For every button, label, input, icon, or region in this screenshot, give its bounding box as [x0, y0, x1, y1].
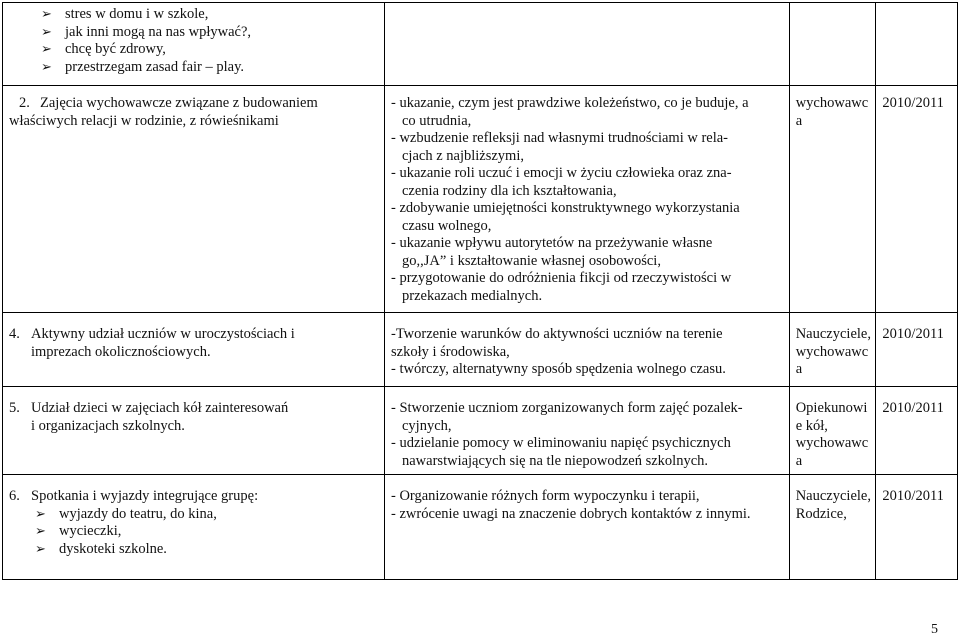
row6-term: 2010/2011: [876, 475, 958, 580]
arrow-bullet-icon: ➢: [35, 506, 46, 522]
table-row: [3, 387, 958, 475]
arrow-bullet-icon: ➢: [41, 7, 52, 22]
list-item: ➢ stres w domu i w szkole,: [41, 6, 209, 22]
arrow-bullet-icon: ➢: [41, 24, 52, 40]
plan-table: [2, 2, 958, 580]
row2-description: - ukazanie, czym jest prawdziwe koleżeństwo, co je buduje, a co utrudnia, - wzbudzenie refleksji nad własnymi trudnościami w rela- cjach z najbliższymi, - ukazanie roli uczuć i emocji w życiu człowieka oraz zna- czenia rodziny dla ich kształtowania, - zdobywanie umiejętności konstruktywnego wykorzystania czasu wolnego, - ukazanie wpływu autorytetów na przeżywanie własne go,,JA” i kształtowanie własnej osobowości, - przygotowanie do odróżnienia fikcji od rzeczywistości w przekazach medialnych.: [385, 86, 790, 313]
row5-description: - Stworzenie uczniom zorganizowanych form zajęć pozalek- cyjnych, - udzielanie pomocy w eliminowaniu napięć psychicznych nawarstwiających się na tle niepowodzeń szkolnych.: [385, 387, 790, 475]
row4-term: 2010/2011: [876, 313, 958, 387]
list-item: ➢ wycieczki,: [35, 523, 122, 539]
row2-title: 2. Zajęcia wychowawcze związane z budowaniem właściwych relacji w rodzinie, z rówieśnikami: [3, 86, 385, 313]
list-item: ➢ dyskoteki szkolne.: [35, 540, 167, 557]
row2-responsible: wychowawc a: [789, 86, 876, 313]
table-row: [3, 313, 958, 387]
arrow-bullet-icon: ➢: [35, 541, 46, 557]
row4-description: -Tworzenie warunków do aktywności uczniów na terenie szkoły i środowiska, - twórczy, alternatywny sposób spędzenia wolnego czasu.: [385, 313, 790, 387]
arrow-bullet-icon: ➢: [41, 42, 52, 57]
arrow-bullet-icon: ➢: [41, 59, 52, 75]
row-number: 5.: [9, 400, 20, 416]
row1-col3: [789, 3, 876, 86]
row4-responsible: Nauczyciele, wychowawc a: [789, 313, 876, 387]
row6-responsible: Nauczyciele, Rodzice,: [789, 475, 876, 580]
row1-col1: [3, 3, 385, 86]
list-item: ➢ wyjazdy do teatru, do kina,: [35, 505, 217, 522]
list-item: ➢ przestrzegam zasad fair – play.: [41, 58, 245, 75]
bullet-list: [9, 506, 379, 559]
list-item: ➢ chcę być zdrowy,: [41, 41, 166, 57]
arrow-bullet-icon: ➢: [35, 524, 46, 539]
row-number: 2.: [19, 95, 30, 111]
row-number: 4.: [9, 326, 20, 342]
row5-responsible: Opiekunowi e kół, wychowawc a: [789, 387, 876, 475]
row5-term: 2010/2011: [876, 387, 958, 475]
row-number: 6.: [9, 488, 20, 504]
list-item: ➢ jak inni mogą na nas wpływać?,: [41, 23, 252, 40]
table-row: [3, 86, 958, 313]
row4-title: 4. Aktywny udział uczniów w uroczystościach i imprezach okolicznościowych.: [3, 313, 385, 387]
row1-col2: [385, 3, 790, 86]
bullet-list: [9, 6, 379, 76]
table-row: [3, 3, 958, 86]
table-row: [3, 475, 958, 580]
row6-description: - Organizowanie różnych form wypoczynku i terapii, - zwrócenie uwagi na znaczenie dobrych kontaktów z innymi.: [385, 475, 790, 580]
row5-title: 5. Udział dzieci w zajęciach kół zainteresowań i organizacjach szkolnych.: [3, 387, 385, 475]
row2-term: 2010/2011: [876, 86, 958, 313]
row1-col4: [876, 3, 958, 86]
page-number: 5: [931, 622, 938, 637]
row6-title: 6. Spotkania i wyjazdy integrujące grupę: ➢ wyjazdy do teatru, do kina, ➢ wycieczki, ➢ dyskoteki szkolne.: [3, 475, 385, 580]
